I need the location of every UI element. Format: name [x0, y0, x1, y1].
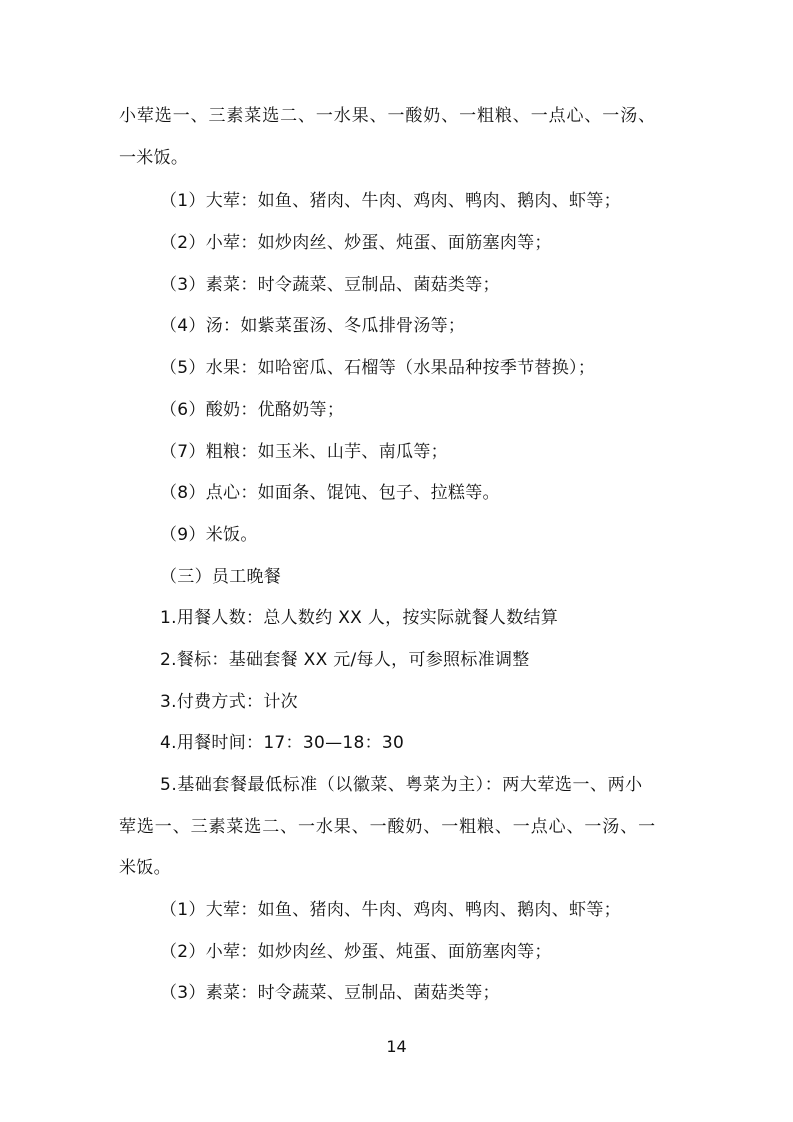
page-number: 14 [386, 1037, 407, 1056]
list-item-yogurt: （6）酸奶：优酪奶等； [160, 400, 345, 420]
list-item-fruit: （5）水果：如哈密瓜、石榴等（水果品种按季节替换）； [160, 358, 596, 378]
paragraph-line: 荤选一、三素菜选二、一水果、一酸奶、一粗粮、一点心、一汤、一 [119, 817, 656, 837]
paragraph-line: 米饭。 [119, 858, 171, 878]
dinner-item-time: 4.用餐时间：17：30—18：30 [160, 733, 405, 753]
dinner-item-payment: 3.付费方式：计次 [160, 692, 298, 712]
list-item-coarse-grain: （7）粗粮：如玉米、山芋、南瓜等； [160, 442, 448, 462]
list-item-big-meat: （1）大荤：如鱼、猪肉、牛肉、鸡肉、鸭肉、鹅肉、虾等； [160, 191, 621, 211]
dinner-item-headcount: 1.用餐人数：总人数约 XX 人，按实际就餐人数结算 [160, 608, 559, 628]
list-item-small-meat: （2）小荤：如炒肉丝、炒蛋、炖蛋、面筋塞肉等； [160, 942, 552, 962]
list-item-vegetables: （3）素菜：时令蔬菜、豆制品、菌菇类等； [160, 275, 500, 295]
list-item-big-meat: （1）大荤：如鱼、猪肉、牛肉、鸡肉、鸭肉、鹅肉、虾等； [160, 900, 621, 920]
list-item-small-meat: （2）小荤：如炒肉丝、炒蛋、炖蛋、面筋塞肉等； [160, 233, 552, 253]
paragraph-line: 一米饭。 [119, 148, 189, 168]
list-item-snack: （8）点心：如面条、馄饨、包子、拉糕等。 [160, 483, 500, 503]
list-item-vegetables: （3）素菜：时令蔬菜、豆制品、菌菇类等； [160, 983, 500, 1003]
dinner-item-meal-standard: 2.餐标：基础套餐 XX 元/每人，可参照标准调整 [160, 650, 530, 670]
paragraph-line: 小荤选一、三素菜选二、一水果、一酸奶、一粗粮、一点心、一汤、 [119, 106, 656, 126]
section-heading-dinner: （三）员工晚餐 [160, 567, 282, 587]
list-item-rice: （9）米饭。 [160, 525, 258, 545]
dinner-item-minimum-standard: 5.基础套餐最低标准（以徽菜、粤菜为主）：两大荤选一、两小 [160, 775, 643, 795]
list-item-soup: （4）汤：如紫菜蛋汤、冬瓜排骨汤等； [160, 316, 466, 336]
